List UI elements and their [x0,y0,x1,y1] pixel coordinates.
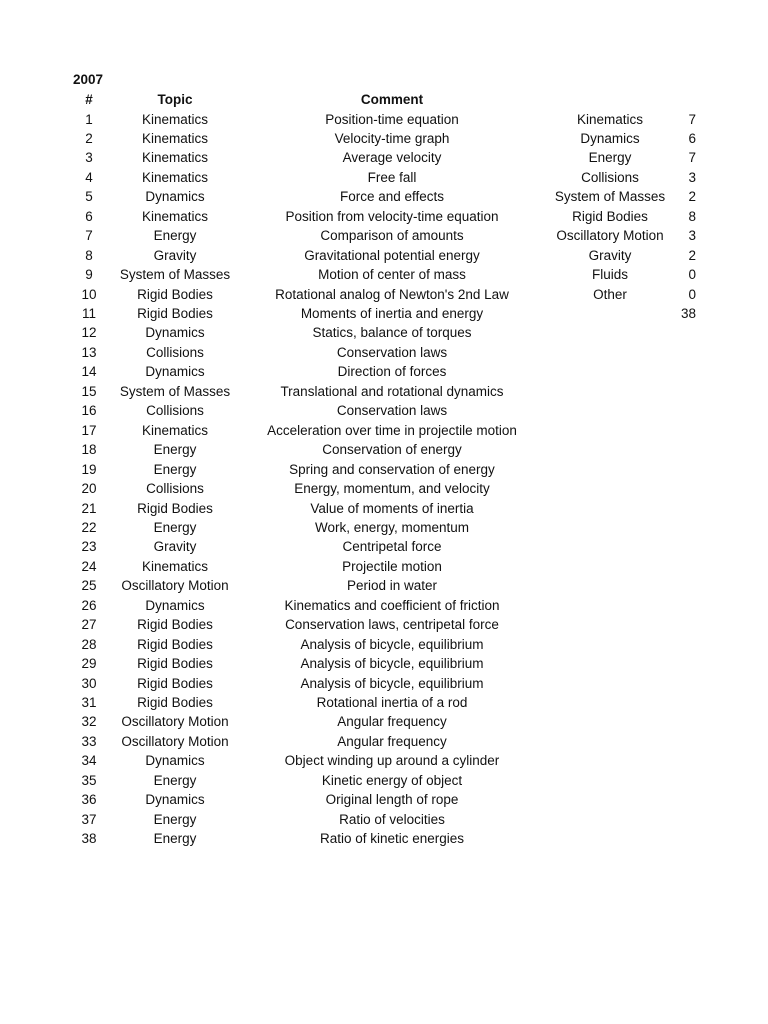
question-topic: Rigid Bodies [137,675,213,691]
question-comment: Conservation laws [336,403,448,419]
table-row [0,615,768,635]
table-row [0,557,768,577]
table-row [0,596,768,616]
table-row [0,732,768,752]
summary-topic: Gravity [588,247,632,263]
question-comment: Gravitational potential energy [304,247,480,263]
question-number: 25 [81,578,97,594]
question-number: 9 [85,267,93,283]
question-topic: Dynamics [145,597,205,613]
question-topic: Dynamics [145,189,205,205]
question-number: 14 [81,364,97,380]
question-topic: Dynamics [145,792,205,808]
table-row [0,479,768,499]
question-comment: Analysis of bicycle, equilibrium [300,636,484,652]
question-topic: Dynamics [145,325,205,341]
question-comment: Rotational analog of Newton's 2nd Law [275,286,509,302]
question-comment: Value of moments of inertia [310,500,474,516]
question-number: 21 [81,500,97,516]
question-topic: Kinematics [141,111,209,127]
question-comment: Angular frequency [337,714,447,730]
question-topic: Oscillatory Motion [121,578,229,594]
table-row [0,518,768,538]
question-topic: Collisions [146,481,204,497]
question-topic: Dynamics [145,364,205,380]
question-comment: Analysis of bicycle, equilibrium [300,656,484,672]
table-row [0,576,768,596]
question-comment: Translational and rotational dynamics [280,383,504,399]
year-heading: 2007 [73,72,104,87]
question-topic: System of Masses [119,383,231,399]
question-number: 20 [81,481,97,497]
question-topic: Kinematics [141,130,209,146]
table-row [0,829,768,849]
summary-row [540,285,700,305]
question-topic: Kinematics [141,150,209,166]
question-number: 18 [81,442,97,458]
question-number: 3 [85,150,93,166]
question-comment: Period in water [346,578,438,594]
question-topic: Energy [153,519,197,535]
question-topic: Oscillatory Motion [121,714,229,730]
question-comment: Force and effects [339,189,445,205]
question-number: 11 [81,306,96,321]
question-number: 27 [81,617,97,633]
question-number: 29 [81,656,97,672]
summary-row [540,246,700,266]
summary-count: 0 [688,267,696,283]
question-comment: Average velocity [342,150,442,166]
question-comment: Object winding up around a cylinder [284,753,500,769]
question-comment: Energy, momentum, and velocity [294,481,490,497]
question-topic: Kinematics [141,169,209,185]
summary-row [540,265,700,285]
summary-count: 7 [688,111,696,127]
question-comment: Angular frequency [337,733,447,749]
question-topic: Rigid Bodies [137,306,213,321]
table-row [0,440,768,460]
question-topic: Kinematics [141,558,209,574]
header-comment: Comment [360,92,424,107]
header-topic: Topic [157,92,193,107]
question-comment: Rotational inertia of a rod [316,695,468,710]
question-comment: Statics, balance of torques [312,325,472,341]
summary-row [540,148,700,168]
table-row [0,654,768,674]
question-topic: Gravity [153,247,197,263]
question-topic: Energy [153,461,197,477]
summary-count: 0 [688,286,696,302]
table-row [0,693,768,713]
table-row [0,790,768,810]
table-row [0,635,768,655]
summary-topic: Kinematics [576,111,644,127]
question-number: 36 [81,792,97,808]
question-comment: Motion of center of mass [318,267,466,283]
table-row [0,537,768,557]
question-number: 28 [81,636,97,652]
summary-row [540,110,700,130]
question-topic: Rigid Bodies [137,636,213,652]
question-number: 38 [81,831,97,847]
question-comment: Ratio of kinetic energies [319,831,465,847]
summary-row [540,168,700,188]
question-number: 30 [81,675,97,691]
question-topic: Rigid Bodies [137,695,213,710]
question-comment: Conservation laws [336,344,448,360]
table-row [0,810,768,830]
question-number: 13 [81,344,97,360]
question-number: 24 [81,558,97,574]
question-comment: Free fall [367,169,417,185]
question-number: 4 [85,169,93,185]
table-row [0,323,768,343]
summary-count: 8 [688,208,696,224]
table-row [0,382,768,402]
question-topic: Gravity [153,539,197,555]
table-row [0,674,768,694]
question-topic: Collisions [146,344,204,360]
question-number: 23 [81,539,97,555]
table-row [0,401,768,421]
question-topic: Rigid Bodies [137,656,213,672]
summary-count: 2 [688,189,696,205]
question-comment: Projectile motion [342,558,442,574]
question-comment: Direction of forces [337,364,447,380]
question-topic: Energy [153,772,197,788]
table-row [0,751,768,771]
question-number: 31 [81,695,97,710]
question-comment: Position from velocity-time equation [285,208,499,224]
table-row [0,771,768,791]
table-row [0,343,768,363]
question-number: 5 [85,189,93,205]
question-number: 15 [81,383,97,399]
summary-topic: Other [593,286,627,302]
question-number: 19 [81,461,97,477]
question-number: 33 [81,733,97,749]
question-comment: Conservation of energy [322,442,462,458]
question-number: 8 [85,247,93,263]
question-number: 22 [81,519,97,535]
summary-topic: Oscillatory Motion [556,228,664,244]
header-number: # [85,92,93,107]
question-number: 34 [81,753,97,769]
question-comment: Work, energy, momentum [314,519,470,535]
summary-topic: Dynamics [580,130,640,146]
summary-row [540,187,700,207]
summary-count: 2 [688,247,696,263]
table-row [0,421,768,441]
question-topic: Collisions [146,403,204,419]
question-topic: Energy [153,228,197,244]
question-topic: Dynamics [145,753,205,769]
summary-count: 7 [688,150,696,166]
question-comment: Ratio of velocities [339,811,445,827]
question-number: 35 [81,772,97,788]
summary-row [540,226,700,246]
table-row [0,362,768,382]
question-comment: Kinetic energy of object [321,772,463,788]
summary-row [540,129,700,149]
question-comment: Comparison of amounts [320,228,464,244]
question-topic: System of Masses [119,267,231,283]
question-number: 6 [85,208,93,224]
question-number: 16 [81,403,97,419]
question-comment: Acceleration over time in projectile motion [267,422,517,438]
summary-topic: Fluids [591,267,628,283]
question-topic: Energy [153,831,197,847]
question-topic: Rigid Bodies [137,500,213,516]
question-number: 37 [81,811,97,827]
question-comment: Velocity-time graph [334,130,450,146]
summary-count: 3 [688,169,696,185]
question-comment: Original length of rope [325,792,459,808]
question-topic: Oscillatory Motion [121,733,229,749]
summary-topic: Energy [588,150,632,166]
question-comment: Kinematics and coefficient of friction [284,597,500,613]
question-comment: Centripetal force [342,539,442,555]
summary-topic: System of Masses [554,189,666,205]
question-number: 10 [81,286,97,302]
question-number: 1 [85,111,93,127]
question-topic: Energy [153,811,197,827]
question-topic: Kinematics [141,422,209,438]
question-topic: Rigid Bodies [137,286,213,302]
question-topic: Rigid Bodies [137,617,213,633]
question-number: 32 [81,714,97,730]
summary-total: 38 [680,306,696,321]
question-comment: Conservation laws, centripetal force [285,617,499,633]
table-header [0,90,768,110]
question-number: 2 [85,130,93,146]
summary-row [540,207,700,227]
summary-count: 3 [688,228,696,244]
question-comment: Position-time equation [325,111,459,127]
question-comment: Moments of inertia and energy [300,306,484,321]
summary-count: 6 [688,130,696,146]
summary-topic: Collisions [581,169,639,185]
question-comment: Spring and conservation of energy [289,461,495,477]
question-number: 12 [81,325,97,341]
question-number: 17 [81,422,97,438]
question-topic: Energy [153,442,197,458]
summary-total-row [540,304,700,324]
summary-topic: Rigid Bodies [572,208,648,224]
question-number: 26 [81,597,97,613]
question-comment: Analysis of bicycle, equilibrium [300,675,484,691]
question-number: 7 [85,228,93,244]
table-row [0,712,768,732]
question-topic: Kinematics [141,208,209,224]
table-row [0,499,768,519]
table-row [0,460,768,480]
